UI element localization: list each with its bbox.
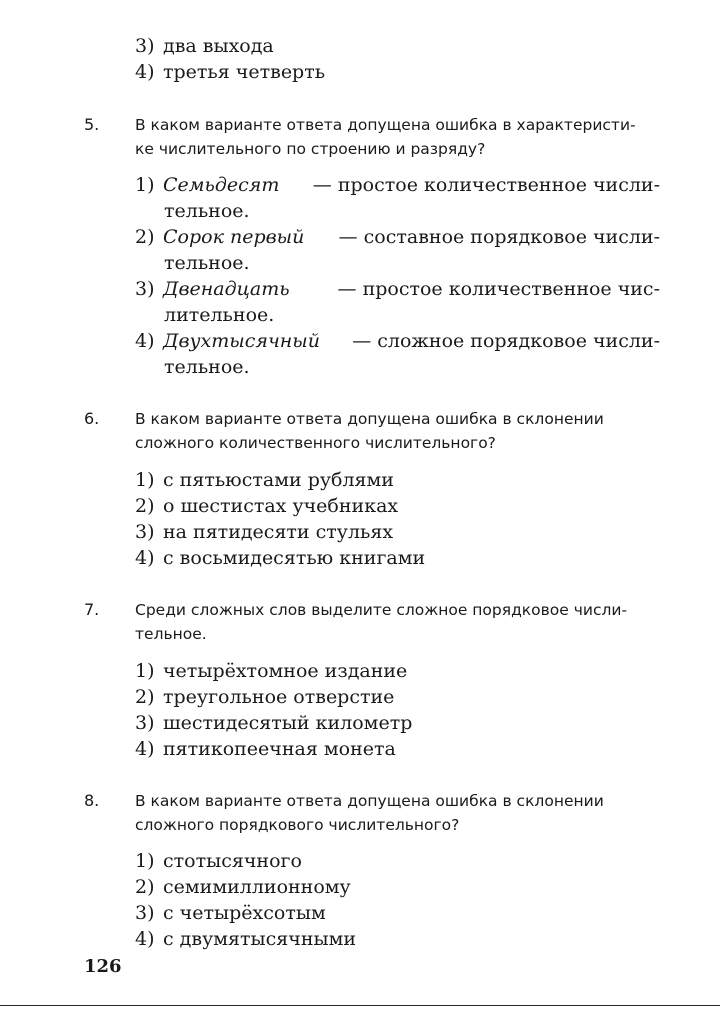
prev-answer-4 — [135, 59, 325, 85]
question-text: В каком варианте ответа допущена ошибка в характеристи- — [135, 116, 636, 134]
q5-answer-4 — [135, 328, 660, 354]
answer-text: третья четверть — [163, 61, 326, 83]
answer-text: с двумятысячными — [163, 928, 357, 950]
answer-description: — составное порядковое числи- — [338, 226, 660, 248]
question-5-line-1 — [135, 113, 660, 137]
bottom-divider — [0, 1005, 720, 1006]
answer-number: 4) — [135, 547, 155, 569]
q5-answer-4-continuation: тельное. — [164, 356, 250, 378]
prev-answer-3 — [135, 33, 274, 59]
answer-description: — простое количественное чис- — [337, 278, 660, 300]
answer-word: Двухтысячный — [163, 330, 321, 352]
answer-text: пятикопеечная монета — [163, 738, 396, 760]
answer-number: 2) — [135, 226, 155, 248]
answer-text: четырёхтомное издание — [163, 660, 408, 682]
answer-word: Сорок первый — [163, 226, 305, 248]
answer-number: 1) — [135, 174, 155, 196]
answer-number: 4) — [135, 738, 155, 760]
answer-number: 3) — [135, 712, 155, 734]
answer-number: 4) — [135, 330, 155, 352]
q5-answer-2 — [135, 224, 660, 250]
answer-text: стотысячного — [163, 850, 302, 872]
answer-number: 2) — [135, 686, 155, 708]
q6-answer-2 — [135, 493, 398, 519]
question-8-line-1: В каком варианте ответа допущена ошибка в склонении — [135, 792, 604, 810]
question-5-number: 5. — [84, 115, 100, 134]
question-6-line-1: В каком варианте ответа допущена ошибка в склонении — [135, 410, 604, 428]
question-6-number: 6. — [84, 409, 100, 428]
q5-answer-2-continuation: тельное. — [164, 252, 250, 274]
answer-text: треугольное отверстие — [163, 686, 395, 708]
answer-number: 1) — [135, 660, 155, 682]
answer-text: с четырёхсотым — [163, 902, 326, 924]
question-6-line-2: сложного количественного числительного? — [135, 434, 496, 452]
q6-answer-4 — [135, 545, 425, 571]
q5-answer-3 — [135, 276, 660, 302]
q8-answer-2 — [135, 874, 351, 900]
answer-number: 3) — [135, 902, 155, 924]
question-7-line-1: Среди сложных слов выделите сложное порядковое числи- — [135, 601, 628, 619]
answer-description: — простое количественное числи- — [312, 174, 660, 196]
answer-number: 3) — [135, 278, 155, 300]
question-7-number: 7. — [84, 600, 100, 619]
answer-number: 3) — [135, 521, 155, 543]
answer-text: с пятьюстами рублями — [163, 469, 394, 491]
answer-number: 1) — [135, 850, 155, 872]
answer-text: на пятидесяти стульях — [163, 521, 394, 543]
q5-answer-1-continuation: тельное. — [164, 200, 250, 222]
question-8-line-2: сложного порядкового числительного? — [135, 816, 460, 834]
answer-text: с восьмидесятью книгами — [163, 547, 426, 569]
answer-number: 2) — [135, 876, 155, 898]
q6-answer-3 — [135, 519, 393, 545]
answer-text: шестидесятый километр — [163, 712, 413, 734]
q8-answer-3 — [135, 900, 326, 926]
answer-number: 4) — [135, 928, 155, 950]
q7-answer-3 — [135, 710, 412, 736]
question-5-line-2: ке числительного по строению и разряду? — [135, 140, 486, 158]
answer-number: 4) — [135, 61, 155, 83]
q8-answer-4 — [135, 926, 356, 952]
answer-word: Двенадцать — [163, 278, 290, 300]
q6-answer-1 — [135, 467, 394, 493]
page-number: 126 — [84, 956, 122, 977]
answer-text: о шестистах учебниках — [163, 495, 399, 517]
q5-answer-3-continuation: лительное. — [164, 304, 275, 326]
answer-description: — сложное порядковое числи- — [352, 330, 660, 352]
q7-answer-4 — [135, 736, 396, 762]
q5-answer-1 — [135, 172, 660, 198]
answer-number: 1) — [135, 469, 155, 491]
answer-text: семимиллионному — [163, 876, 351, 898]
q7-answer-2 — [135, 684, 394, 710]
q8-answer-1 — [135, 848, 302, 874]
question-7-line-2: тельное. — [135, 625, 207, 643]
question-8-number: 8. — [84, 791, 100, 810]
q7-answer-1 — [135, 658, 407, 684]
answer-number: 3) — [135, 35, 155, 57]
answer-number: 2) — [135, 495, 155, 517]
answer-text: два выхода — [163, 35, 274, 57]
answer-word: Семьдесят — [163, 174, 280, 196]
